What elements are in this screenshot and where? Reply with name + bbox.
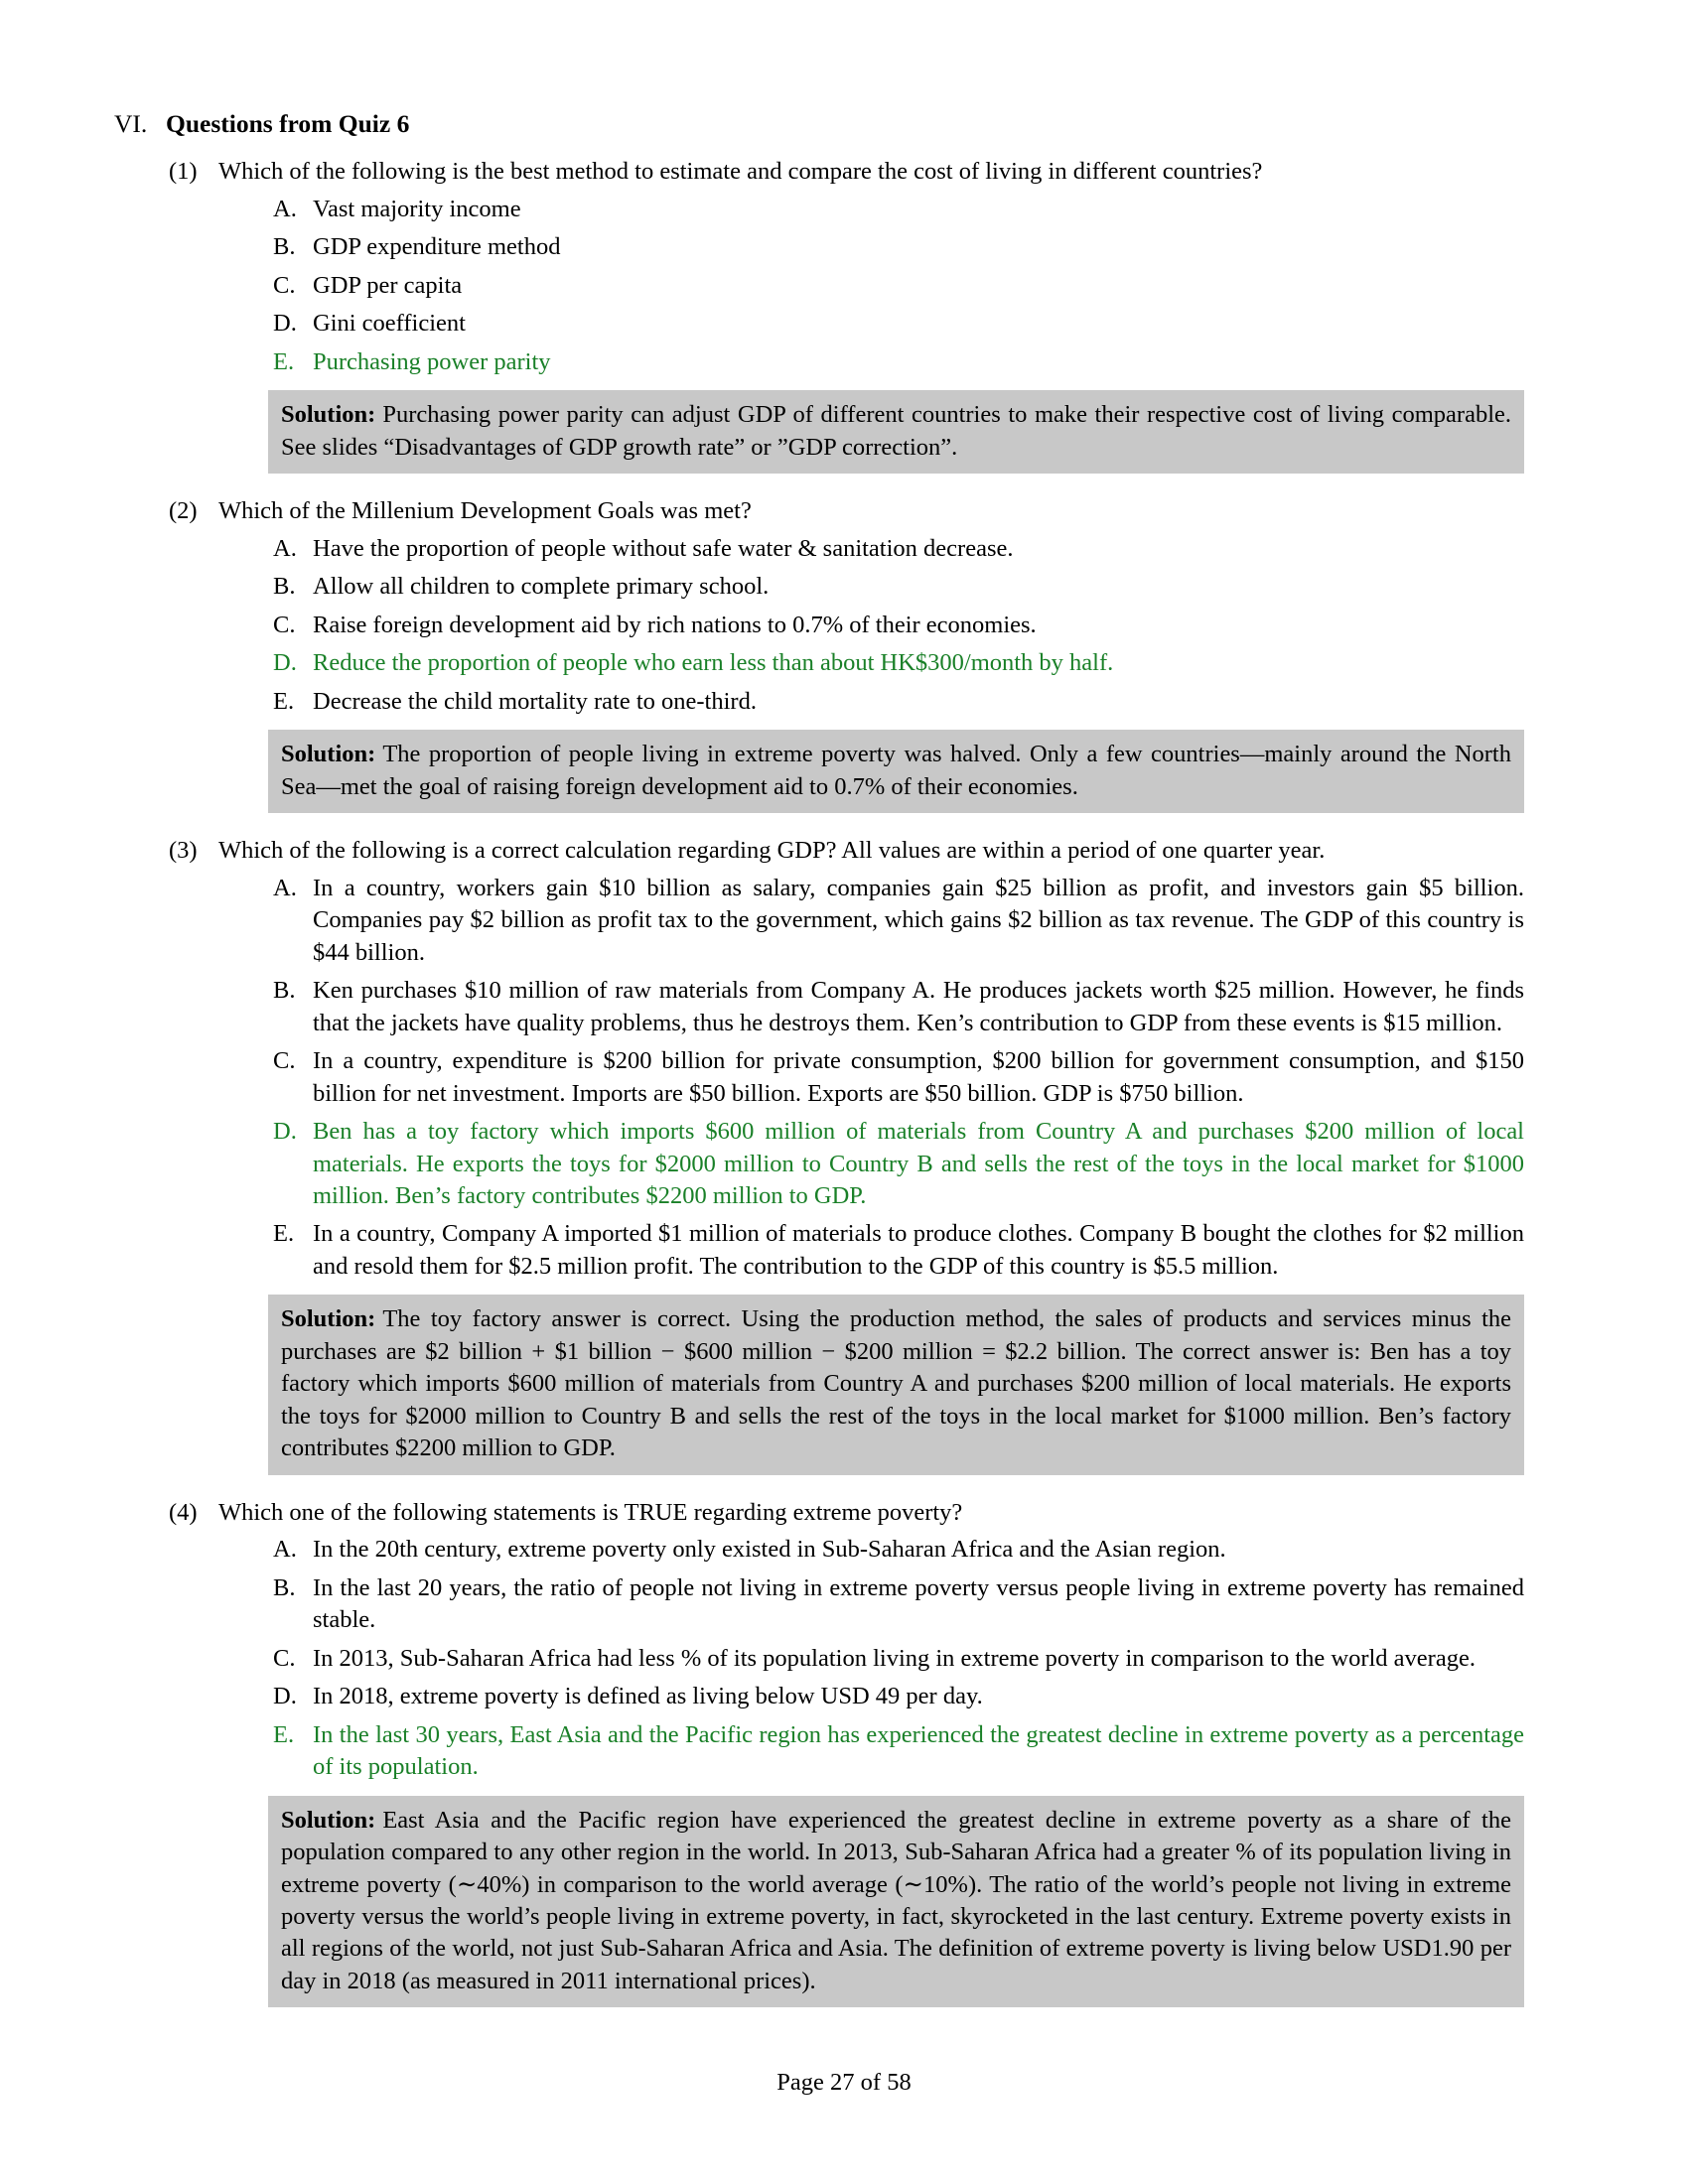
option-text: In the last 30 years, East Asia and the Pacific region has experienced the greatest decline in extreme poverty as a percentage of its population. xyxy=(313,1720,1524,1781)
option-letter: C. xyxy=(273,611,296,638)
solution-label: Solution: xyxy=(281,401,376,429)
solution-text: The proportion of people living in extreme poverty was halved. Only a few countries—mainly around the North Sea—met the goal of raising foreign development aid to 0.7% of their economies. xyxy=(281,741,1511,800)
option-row[interactable] xyxy=(273,1218,1524,1283)
option-row[interactable] xyxy=(273,1572,1524,1637)
option-letter: A. xyxy=(273,874,297,901)
question-number: (3) xyxy=(169,837,198,865)
option-text: Vast majority income xyxy=(313,195,521,222)
section-heading xyxy=(114,109,1539,139)
question-text: Which of the following is the best method to estimate and compare the cost of living in different countries? xyxy=(218,158,1263,185)
question-text: Which one of the following statements is TRUE regarding extreme poverty? xyxy=(218,1498,963,1526)
option-text: GDP expenditure method xyxy=(313,233,561,261)
question-number: (1) xyxy=(169,158,198,185)
option-row[interactable] xyxy=(273,686,1524,718)
question-block xyxy=(114,495,1539,813)
option-row[interactable] xyxy=(273,270,1524,302)
option-text: Have the proportion of people without safe water & sanitation decrease. xyxy=(313,534,1014,562)
option-text: In the last 20 years, the ratio of people not living in extreme poverty versus people living in extreme poverty has remained stable. xyxy=(313,1573,1524,1634)
question-number: (2) xyxy=(169,497,198,525)
option-text: Allow all children to complete primary school. xyxy=(313,573,770,601)
option-letter: D. xyxy=(273,310,297,338)
solution-box xyxy=(268,730,1524,813)
option-row[interactable] xyxy=(273,194,1524,225)
solution-text: The toy factory answer is correct. Using the production method, the sales of products and services minus the purchases are $2 billion + $1 billion − $600 million − $200 million = $2.2 billion. The correct answer is: Ben has a toy factory which imports $600 million of materials from Country A and purchases $200 million of local materials. He exports the toys for $2000 million to Country B and sells the rest of the toys in the local market for $1000 million. Ben’s factory contributes $2200 million to GDP. xyxy=(281,1305,1511,1462)
option-text: Ken purchases $10 million of raw materials from Company A. He produces jackets worth $25 million. However, he finds that the jackets have quality problems, thus he destroys them. Ken’s contribution to GDP from these events is $15 million. xyxy=(313,977,1524,1036)
question-prompt-row xyxy=(169,495,1539,527)
option-letter: E. xyxy=(273,347,295,375)
option-row[interactable] xyxy=(273,610,1524,641)
option-letter: C. xyxy=(273,271,296,299)
option-row[interactable] xyxy=(273,975,1524,1039)
option-text: In 2018, extreme poverty is defined as living below USD 49 per day. xyxy=(313,1683,983,1710)
option-row[interactable] xyxy=(273,231,1524,263)
option-row-correct[interactable] xyxy=(273,1116,1524,1212)
question-text: Which of the Millenium Development Goals was met? xyxy=(218,497,752,525)
option-letter: D. xyxy=(273,1683,297,1710)
option-letter: B. xyxy=(273,1573,296,1601)
solution-text: East Asia and the Pacific region have experienced the greatest decline in extreme poverty as a share of the population compared to any other region in the world. In 2013, Sub-Saharan Africa had a greater % of its population living in extreme poverty (∼40%) in comparison to the world average (∼10%). The ratio of the world’s people not living in extreme poverty versus the world’s people living in extreme poverty, in fact, skyrocketed in the last century. Extreme poverty exists in all regions of the world, not just Sub-Saharan Africa and Asia. The definition of extreme poverty is living below USD1.90 per day in 2018 (as measured in 2011 international prices). xyxy=(281,1806,1511,1994)
option-row-correct[interactable] xyxy=(273,1719,1524,1784)
question-block xyxy=(114,835,1539,1475)
option-row[interactable] xyxy=(273,533,1524,565)
option-letter: C. xyxy=(273,1644,296,1672)
option-text: In a country, expenditure is $200 billion for private consumption, $200 billion for government consumption, and $150 billion for net investment. Imports are $50 billion. Exports are $50 billion. GDP is $750 billion. xyxy=(313,1047,1524,1107)
option-text: Reduce the proportion of people who earn less than about HK$300/month by half. xyxy=(313,649,1114,677)
option-row-correct[interactable] xyxy=(273,346,1524,378)
option-letter: E. xyxy=(273,1720,295,1748)
option-letter: B. xyxy=(273,573,296,601)
solution-box xyxy=(268,390,1524,474)
option-text: Purchasing power parity xyxy=(313,347,551,375)
option-list xyxy=(273,194,1524,378)
option-list xyxy=(273,533,1524,718)
questions-container xyxy=(114,156,1539,2007)
option-letter: C. xyxy=(273,1047,296,1075)
option-letter: D. xyxy=(273,1118,297,1146)
question-prompt-row xyxy=(169,1497,1539,1529)
option-list xyxy=(273,1534,1524,1783)
option-text: In a country, workers gain $10 billion as salary, companies gain $25 billion as profit, and investors gain $5 billion. Companies pay $2 billion as profit tax to the government, which gains $2 billion as tax revenue. The GDP of this country is $44 billion. xyxy=(313,874,1524,966)
question-block xyxy=(114,1497,1539,2008)
question-text: Which of the following is a correct calculation regarding GDP? All values are within a period of one quarter year. xyxy=(218,837,1326,865)
option-letter: A. xyxy=(273,195,297,222)
section-title: Questions from Quiz 6 xyxy=(166,109,410,138)
question-block xyxy=(114,156,1539,474)
option-row[interactable] xyxy=(273,1643,1524,1675)
option-row[interactable] xyxy=(273,873,1524,969)
question-prompt-row xyxy=(169,156,1539,188)
solution-box xyxy=(268,1796,1524,2008)
option-letter: E. xyxy=(273,1220,295,1248)
option-letter: D. xyxy=(273,649,297,677)
page-number-label: Page 27 of 58 xyxy=(776,2069,912,2096)
option-row[interactable] xyxy=(273,308,1524,340)
solution-label: Solution: xyxy=(281,741,376,768)
option-row[interactable] xyxy=(273,571,1524,603)
solution-text: Purchasing power parity can adjust GDP of different countries to make their respective cost of living comparable. See slides “Disadvantages of GDP growth rate” or ”GDP correction”. xyxy=(281,401,1511,461)
option-letter: B. xyxy=(273,233,296,261)
option-row-correct[interactable] xyxy=(273,647,1524,679)
option-text: In 2013, Sub-Saharan Africa had less % of its population living in extreme poverty in comparison to the world average. xyxy=(313,1644,1476,1672)
option-text: In a country, Company A imported $1 million of materials to produce clothes. Company B bought the clothes for $2 million and resold them for $2.5 million profit. The contribution to the GDP of this country is $5.5 million. xyxy=(313,1220,1524,1280)
section-number: VI. xyxy=(114,109,148,138)
option-text: Decrease the child mortality rate to one-third. xyxy=(313,687,757,715)
option-letter: A. xyxy=(273,534,297,562)
solution-label: Solution: xyxy=(281,1806,376,1834)
option-text: Gini coefficient xyxy=(313,310,466,338)
solution-label: Solution: xyxy=(281,1305,376,1333)
option-row[interactable] xyxy=(273,1681,1524,1712)
option-letter: A. xyxy=(273,1536,297,1564)
page-footer xyxy=(0,2069,1688,2097)
question-prompt-row xyxy=(169,835,1539,867)
option-row[interactable] xyxy=(273,1534,1524,1566)
option-letter: E. xyxy=(273,687,295,715)
option-letter: B. xyxy=(273,977,296,1005)
option-text: Raise foreign development aid by rich nations to 0.7% of their economies. xyxy=(313,611,1037,638)
option-text: Ben has a toy factory which imports $600 million of materials from Country A and purchases $200 million of local materials. He exports the toys for $2000 million to Country B and sells the rest of the toys in the local market for $1000 million. Ben’s factory contributes $2200 million to GDP. xyxy=(313,1118,1524,1209)
solution-box xyxy=(268,1295,1524,1474)
option-list xyxy=(273,873,1524,1283)
question-number: (4) xyxy=(169,1498,198,1526)
option-text: GDP per capita xyxy=(313,271,463,299)
option-row[interactable] xyxy=(273,1045,1524,1110)
option-text: In the 20th century, extreme poverty only existed in Sub-Saharan Africa and the Asian region. xyxy=(313,1536,1226,1564)
